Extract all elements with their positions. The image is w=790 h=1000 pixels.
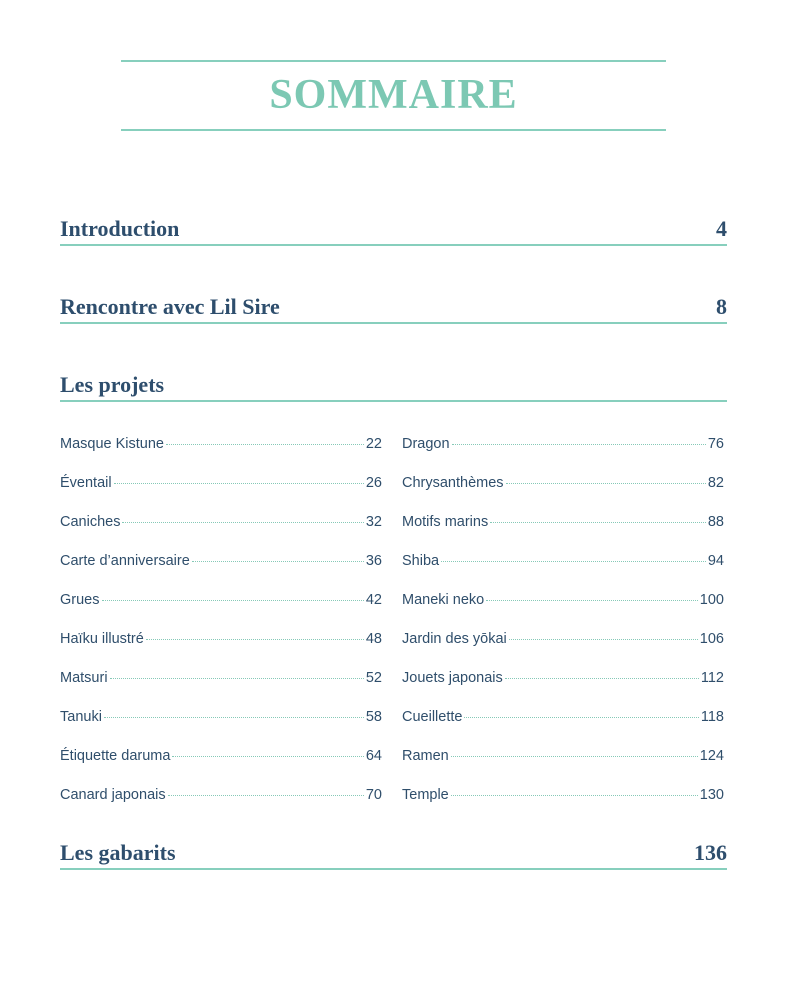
toc-entry-title: Haïku illustré bbox=[60, 631, 144, 647]
toc-entry-page-number: 100 bbox=[699, 592, 724, 608]
dot-leader bbox=[490, 522, 706, 523]
section-gabarits[interactable] bbox=[60, 838, 727, 870]
toc-entry-page-number: 82 bbox=[707, 475, 724, 491]
toc-entry-page-number: 64 bbox=[365, 748, 382, 764]
toc-entry-page-number: 118 bbox=[700, 709, 724, 725]
toc-entry[interactable] bbox=[60, 631, 382, 670]
toc-entry-title: Carte d’anniversaire bbox=[60, 553, 190, 569]
toc-entry-page-number: 48 bbox=[365, 631, 382, 647]
dot-leader bbox=[506, 483, 706, 484]
toc-entry[interactable] bbox=[402, 787, 724, 826]
toc-entry-title: Shiba bbox=[402, 553, 440, 569]
page-title: SOMMAIRE bbox=[269, 72, 518, 118]
section-label: Introduction bbox=[60, 216, 180, 241]
toc-entry[interactable] bbox=[402, 709, 724, 748]
toc-entry-title: Étiquette daruma bbox=[60, 748, 171, 764]
dot-leader bbox=[509, 639, 698, 640]
section-label: Les gabarits bbox=[60, 840, 176, 865]
toc-entry-title: Motifs marins bbox=[402, 514, 489, 530]
dot-leader bbox=[451, 756, 698, 757]
toc-entry[interactable] bbox=[402, 553, 724, 592]
toc-entry-title: Canard japonais bbox=[60, 787, 166, 803]
title-block bbox=[121, 60, 666, 131]
section-page-number: 136 bbox=[694, 840, 727, 865]
toc-entry[interactable] bbox=[402, 631, 724, 670]
toc-entry-page-number: 112 bbox=[700, 670, 724, 686]
dot-leader bbox=[122, 522, 363, 523]
toc-entry[interactable] bbox=[60, 514, 382, 553]
toc-entry[interactable] bbox=[60, 787, 382, 826]
toc-entry-page-number: 26 bbox=[365, 475, 382, 491]
dot-leader bbox=[110, 678, 364, 679]
toc-entry-title: Ramen bbox=[402, 748, 449, 764]
dot-leader bbox=[505, 678, 699, 679]
dot-leader bbox=[102, 600, 364, 601]
dot-leader bbox=[114, 483, 364, 484]
toc-entry-title: Jouets japonais bbox=[402, 670, 503, 686]
toc-entry-title: Chrysanthèmes bbox=[402, 475, 504, 491]
dot-leader bbox=[486, 600, 698, 601]
dot-leader bbox=[464, 717, 698, 718]
toc-entry-page-number: 88 bbox=[707, 514, 724, 530]
section-introduction[interactable] bbox=[60, 214, 727, 246]
toc-entry-page-number: 42 bbox=[365, 592, 382, 608]
dot-leader bbox=[172, 756, 363, 757]
toc-entry-page-number: 130 bbox=[699, 787, 724, 803]
toc-entry-page-number: 22 bbox=[365, 436, 382, 452]
toc-entry-page-number: 36 bbox=[365, 553, 382, 569]
toc-entry[interactable] bbox=[60, 592, 382, 631]
section-page-number: 4 bbox=[716, 216, 727, 241]
projects-column-left bbox=[60, 436, 382, 826]
toc-entry[interactable] bbox=[60, 475, 382, 514]
toc-entry-page-number: 58 bbox=[365, 709, 382, 725]
section-label: Rencontre avec Lil Sire bbox=[60, 294, 280, 319]
toc-entry[interactable] bbox=[402, 592, 724, 631]
toc-entry[interactable] bbox=[402, 436, 724, 475]
section-rencontre[interactable] bbox=[60, 292, 727, 324]
section-page-number: 8 bbox=[716, 294, 727, 319]
dot-leader bbox=[192, 561, 364, 562]
toc-entry[interactable] bbox=[402, 670, 724, 709]
toc-entry[interactable] bbox=[402, 475, 724, 514]
dot-leader bbox=[451, 795, 698, 796]
dot-leader bbox=[146, 639, 364, 640]
toc-entry[interactable] bbox=[60, 436, 382, 475]
toc-entry-title: Tanuki bbox=[60, 709, 102, 725]
toc-entry[interactable] bbox=[402, 748, 724, 787]
toc-entry[interactable] bbox=[402, 514, 724, 553]
section-label: Les projets bbox=[60, 372, 165, 397]
toc-entry[interactable] bbox=[60, 670, 382, 709]
projects-column-right bbox=[402, 436, 724, 826]
toc-entry-page-number: 106 bbox=[699, 631, 724, 647]
dot-leader bbox=[441, 561, 706, 562]
toc-entry-title: Jardin des yōkai bbox=[402, 631, 507, 647]
dot-leader bbox=[166, 444, 364, 445]
toc-entry-title: Caniches bbox=[60, 514, 121, 530]
toc-entry[interactable] bbox=[60, 709, 382, 748]
dot-leader bbox=[168, 795, 364, 796]
toc-entry-title: Cueillette bbox=[402, 709, 463, 725]
toc-entry[interactable] bbox=[60, 748, 382, 787]
toc-entry-title: Grues bbox=[60, 592, 100, 608]
toc-entry-title: Matsuri bbox=[60, 670, 108, 686]
toc-entry[interactable] bbox=[60, 553, 382, 592]
toc-entry-title: Temple bbox=[402, 787, 449, 803]
toc-entry-page-number: 124 bbox=[699, 748, 724, 764]
dot-leader bbox=[104, 717, 364, 718]
toc-entry-page-number: 70 bbox=[365, 787, 382, 803]
toc-entry-title: Éventail bbox=[60, 475, 112, 491]
section-projets[interactable] bbox=[60, 370, 727, 402]
dot-leader bbox=[452, 444, 706, 445]
toc-entry-title: Masque Kistune bbox=[60, 436, 164, 452]
toc-entry-title: Dragon bbox=[402, 436, 450, 452]
toc-entry-page-number: 32 bbox=[365, 514, 382, 530]
toc-entry-page-number: 76 bbox=[707, 436, 724, 452]
toc-entry-page-number: 52 bbox=[365, 670, 382, 686]
toc-entry-page-number: 94 bbox=[707, 553, 724, 569]
toc-entry-title: Maneki neko bbox=[402, 592, 485, 608]
